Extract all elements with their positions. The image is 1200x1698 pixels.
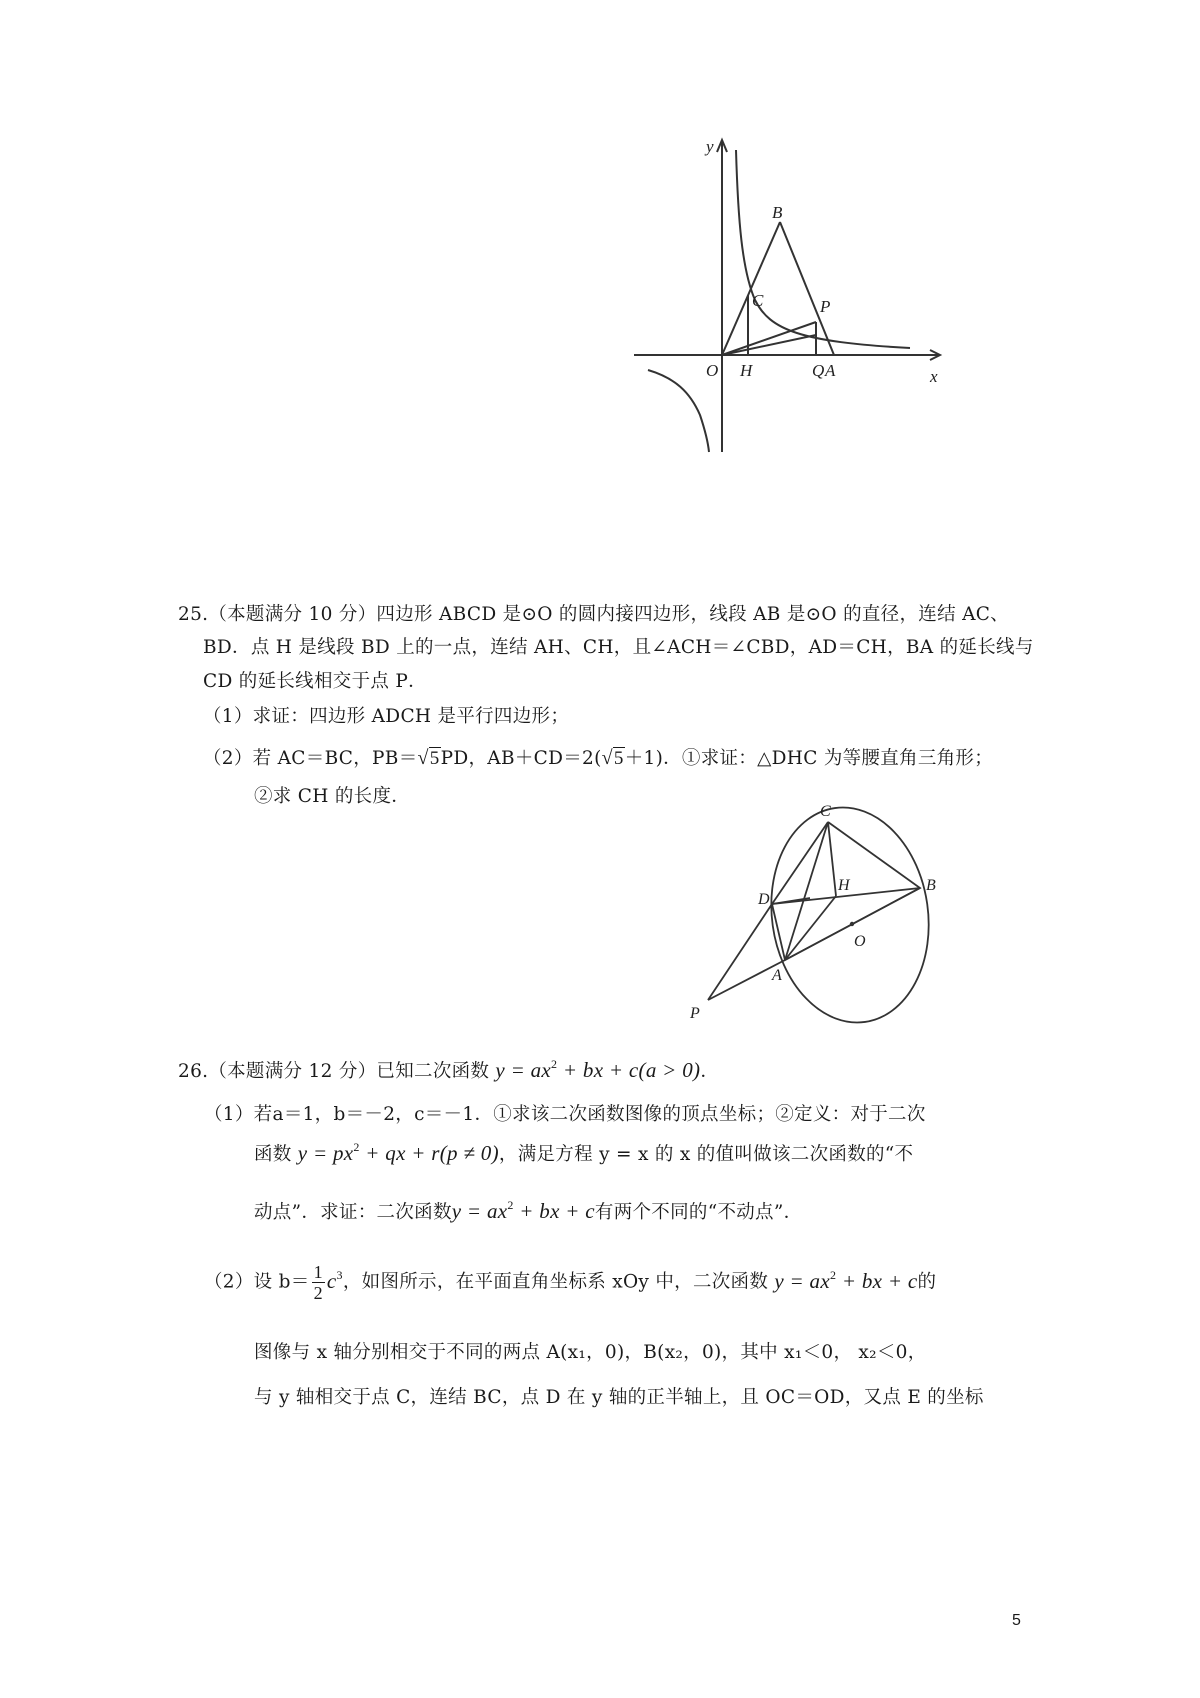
figure-cyclic-quadrilateral bbox=[680, 800, 950, 1030]
figure-hyperbola-triangle bbox=[620, 130, 960, 460]
label-C: C bbox=[752, 291, 764, 310]
label-B: B bbox=[772, 203, 783, 222]
q26-part1-line3: 动点”．求证：二次函数$y = ax^2$ + bx + c有两个不同的“不动点”． bbox=[254, 1198, 803, 1223]
q26-p1-values: a＝1，b＝－2，c＝－1 bbox=[272, 1104, 475, 1125]
label-C2: C bbox=[820, 803, 831, 820]
q26-formula: $y = ax^2$ + bx + c(a > 0) bbox=[495, 1057, 701, 1082]
label-H: H bbox=[740, 361, 753, 380]
segment-AH bbox=[785, 896, 836, 960]
label-B2: B bbox=[926, 877, 936, 894]
q25-part2 bbox=[203, 744, 993, 770]
segment-CH bbox=[828, 822, 836, 896]
q25-part2-b: PD，AB＋CD＝2( bbox=[440, 748, 602, 769]
q26-formula-2: $y = ax^2$ + bx + c bbox=[451, 1198, 595, 1223]
sqrt5-symbol-1: √5 bbox=[417, 747, 440, 769]
q26-formula-3: $y = ax^2$ + bx + c bbox=[774, 1267, 918, 1293]
label-O2: O bbox=[854, 933, 866, 950]
q25-part1: （1）求证：四边形 ADCH 是平行四边形； bbox=[203, 706, 570, 727]
label-O: O bbox=[706, 361, 719, 380]
hyperbola-branch-right bbox=[736, 150, 910, 348]
sqrt5-symbol-2: √5 bbox=[601, 747, 624, 769]
fraction-one-half: $\frac{1}{2}$ bbox=[313, 1262, 323, 1303]
page-number: 5 bbox=[1012, 1612, 1021, 1629]
segment-OB bbox=[722, 222, 780, 355]
q26-part1-line2: 函数 $y = px^2$ + qx + r(p ≠ 0)，满足方程 y = x 的 x 的值叫做该二次函数的“不 bbox=[254, 1140, 914, 1165]
label-x: x bbox=[930, 367, 938, 386]
q26-part2-line2: 图像与 x 轴分别相交于不同的两点 A(x₁，0)，B(x₂，0)，其中 x₁＜0， x₂＜0， bbox=[254, 1342, 927, 1363]
label-H2: H bbox=[838, 877, 850, 894]
q26-formula-general: $y = px^2$ + qx + r(p ≠ 0) bbox=[297, 1140, 499, 1165]
q25-line3: CD 的延长线相交于点 P． bbox=[203, 671, 427, 692]
q26-intro: 26.（本题满分 12 分）已知二次函数 $y = ax^2$ + bx + c(a > 0)． bbox=[178, 1057, 720, 1082]
q26-part1-line1: （1）若a＝1，b＝－2，c＝－1．①求该二次函数图像的顶点坐标；②定义：对于二次 bbox=[204, 1104, 926, 1125]
q25-part2-c: ＋1)．①求证：△DHC 为等腰直角三角形； bbox=[624, 748, 994, 769]
label-A2: A bbox=[772, 967, 782, 984]
label-P: P bbox=[820, 297, 831, 316]
center-dot bbox=[850, 922, 854, 926]
label-Q: Q bbox=[812, 361, 825, 380]
q25-line2: BD．点 H 是线段 BD 上的一点，连结 AH、CH，且∠ACH＝∠CBD，AD＝CH，BA 的延长线与 bbox=[203, 637, 1034, 658]
q26-part2-line3: 与 y 轴相交于点 C，连结 BC，点 D 在 y 轴的正半轴上，且 OC＝OD，又点 E 的坐标 bbox=[254, 1387, 984, 1408]
q25-part2-line2: ②求 CH 的长度． bbox=[254, 786, 411, 807]
q26-part2-line1: （2）设 b＝ $\frac{1}{2}$ $c^3$，如图所示，在平面直角坐标系 xOy 中，二次函数 $y = ax^2$ + bx + c的 bbox=[204, 1262, 937, 1303]
circle-O bbox=[758, 800, 943, 1030]
label-A: A bbox=[825, 361, 836, 380]
segment-CA bbox=[785, 822, 828, 960]
q25-part2-a: （2）若 AC＝BC，PB＝ bbox=[203, 748, 418, 769]
q25-line1: 25.（本题满分 10 分）四边形 ABCD 是⊙O 的圆内接四边形，线段 AB 是⊙O 的直径，连结 AC、 bbox=[178, 604, 1009, 625]
label-D2: D bbox=[758, 891, 770, 908]
hyperbola-branch-left bbox=[648, 370, 709, 452]
label-P2: P bbox=[690, 1005, 700, 1022]
segment-PD bbox=[708, 904, 772, 1000]
label-y: y bbox=[706, 137, 714, 156]
